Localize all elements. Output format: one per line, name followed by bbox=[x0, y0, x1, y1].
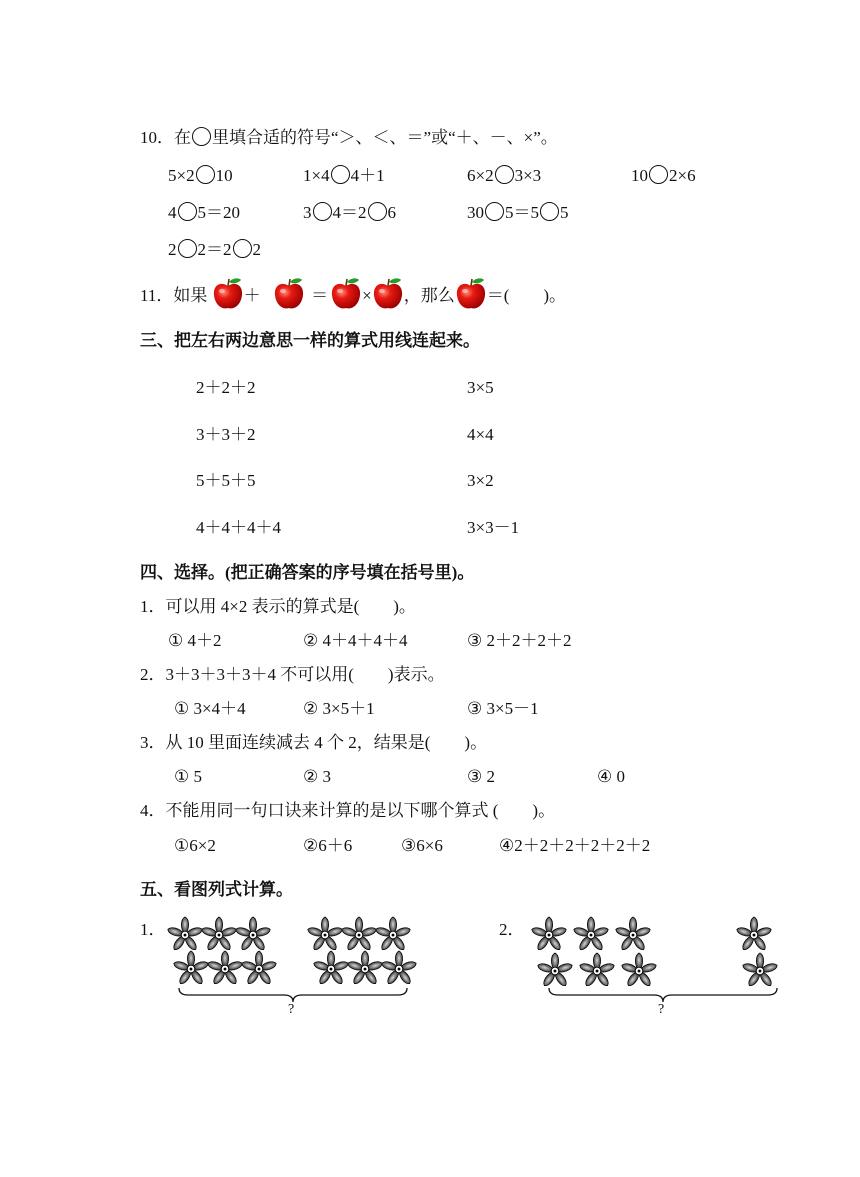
choice-option[interactable]: ② 3×5＋1 bbox=[303, 699, 375, 718]
choice-option[interactable]: ② 4＋4＋4＋4 bbox=[303, 631, 408, 650]
circle-blank[interactable] bbox=[196, 165, 215, 184]
choice-option[interactable]: ① 3×4＋4 bbox=[174, 699, 246, 718]
flower-icon bbox=[620, 952, 658, 990]
circle-blank[interactable] bbox=[649, 165, 668, 184]
circle-blank[interactable] bbox=[495, 165, 514, 184]
choice-option[interactable]: ③ 2 bbox=[467, 767, 495, 786]
q10-instruction: 10．在 里填合适的符号“＞、＜、＝”或“＋、－、×”。 bbox=[140, 128, 558, 147]
choice-option[interactable]: ④ 0 bbox=[597, 767, 625, 786]
choice-option[interactable]: ① 5 bbox=[174, 767, 202, 786]
section4-title: 四、选择。(把正确答案的序号填在括号里)。 bbox=[140, 563, 475, 582]
match-right-item[interactable]: 3×3－1 bbox=[467, 518, 520, 537]
q10-item: 10 2×6 bbox=[631, 166, 696, 185]
flower-icon bbox=[200, 916, 238, 954]
apple-icon bbox=[330, 277, 362, 311]
flower-icon bbox=[614, 916, 652, 954]
problem-number: 1． bbox=[140, 920, 166, 939]
q10-item: 3 4＝2 6 bbox=[303, 203, 396, 222]
q11-question: 11．如果 ＋ ＝ × ，那么 ＝( )。 bbox=[140, 277, 566, 313]
flower-icon bbox=[536, 952, 574, 990]
flower-icon bbox=[306, 916, 344, 954]
match-left-item[interactable]: 5＋5＋5 bbox=[196, 471, 256, 490]
choice-question: 4．不能用同一句口诀来计算的是以下哪个算式 ( )。 bbox=[140, 801, 556, 820]
q10-item: 30 5＝5 5 bbox=[467, 203, 569, 222]
match-right-item[interactable]: 4×4 bbox=[467, 425, 494, 444]
choice-option[interactable]: ①6×2 bbox=[174, 836, 216, 855]
choice-option[interactable]: ② 3 bbox=[303, 767, 331, 786]
circle-blank[interactable] bbox=[313, 202, 332, 221]
circle-blank[interactable] bbox=[368, 202, 387, 221]
circle-blank[interactable] bbox=[192, 127, 211, 146]
circle-blank[interactable] bbox=[233, 239, 252, 258]
apple-icon bbox=[273, 277, 305, 311]
circle-blank[interactable] bbox=[485, 202, 504, 221]
q10-item: 6×2 3×3 bbox=[467, 166, 542, 185]
flower-icon bbox=[166, 916, 204, 954]
choice-option[interactable]: ③6×6 bbox=[401, 836, 443, 855]
flower-icon bbox=[578, 952, 616, 990]
section3-title: 三、把左右两边意思一样的算式用线连起来。 bbox=[140, 331, 480, 350]
match-left-item[interactable]: 2＋2＋2 bbox=[196, 378, 256, 397]
apple-icon bbox=[455, 277, 487, 311]
question-mark: ? bbox=[658, 1002, 665, 1017]
q10-item: 1×4 4＋1 bbox=[303, 166, 385, 185]
flower-icon bbox=[206, 950, 244, 988]
match-left-item[interactable]: 4＋4＋4＋4 bbox=[196, 518, 281, 537]
section5-title: 五、看图列式计算。 bbox=[140, 880, 293, 899]
question-mark: ? bbox=[288, 1002, 295, 1017]
circle-blank[interactable] bbox=[331, 165, 350, 184]
flower-icon bbox=[374, 916, 412, 954]
circle-blank[interactable] bbox=[178, 239, 197, 258]
answer-blank: ＝( )。 bbox=[486, 286, 567, 305]
flower-icon bbox=[340, 916, 378, 954]
flower-icon bbox=[530, 916, 568, 954]
match-right-item[interactable]: 3×2 bbox=[467, 471, 494, 490]
choice-question: 2．3＋3＋3＋3＋4 不可以用( )表示。 bbox=[140, 665, 445, 684]
choice-option[interactable]: ④2＋2＋2＋2＋2＋2 bbox=[499, 836, 651, 855]
choice-option[interactable]: ① 4＋2 bbox=[168, 631, 222, 650]
flower-icon bbox=[735, 916, 773, 954]
q10-item: 4 5＝20 bbox=[168, 203, 240, 222]
flower-icon bbox=[572, 916, 610, 954]
flower-icon bbox=[741, 952, 779, 990]
match-right-item[interactable]: 3×5 bbox=[467, 378, 494, 397]
choice-question: 3．从 10 里面连续减去 4 个 2，结果是( )。 bbox=[140, 733, 488, 752]
flower-icon bbox=[380, 950, 418, 988]
q10-item: 2 2＝2 2 bbox=[168, 240, 261, 259]
flower-icon bbox=[240, 950, 278, 988]
circle-blank[interactable] bbox=[540, 202, 559, 221]
match-left-item[interactable]: 3＋3＋2 bbox=[196, 425, 256, 444]
choice-option[interactable]: ②6＋6 bbox=[303, 836, 353, 855]
circle-blank[interactable] bbox=[178, 202, 197, 221]
choice-question: 1．可以用 4×2 表示的算式是( )。 bbox=[140, 597, 416, 616]
flower-icon bbox=[234, 916, 272, 954]
flower-icon bbox=[312, 950, 350, 988]
choice-option[interactable]: ③ 2＋2＋2＋2 bbox=[467, 631, 572, 650]
flower-icon bbox=[172, 950, 210, 988]
flower-icon bbox=[346, 950, 384, 988]
apple-icon bbox=[372, 277, 404, 311]
q10-item: 5×2 10 bbox=[168, 166, 233, 185]
choice-option[interactable]: ③ 3×5－1 bbox=[467, 699, 539, 718]
problem-number: 2． bbox=[499, 920, 525, 939]
apple-icon bbox=[212, 277, 244, 311]
